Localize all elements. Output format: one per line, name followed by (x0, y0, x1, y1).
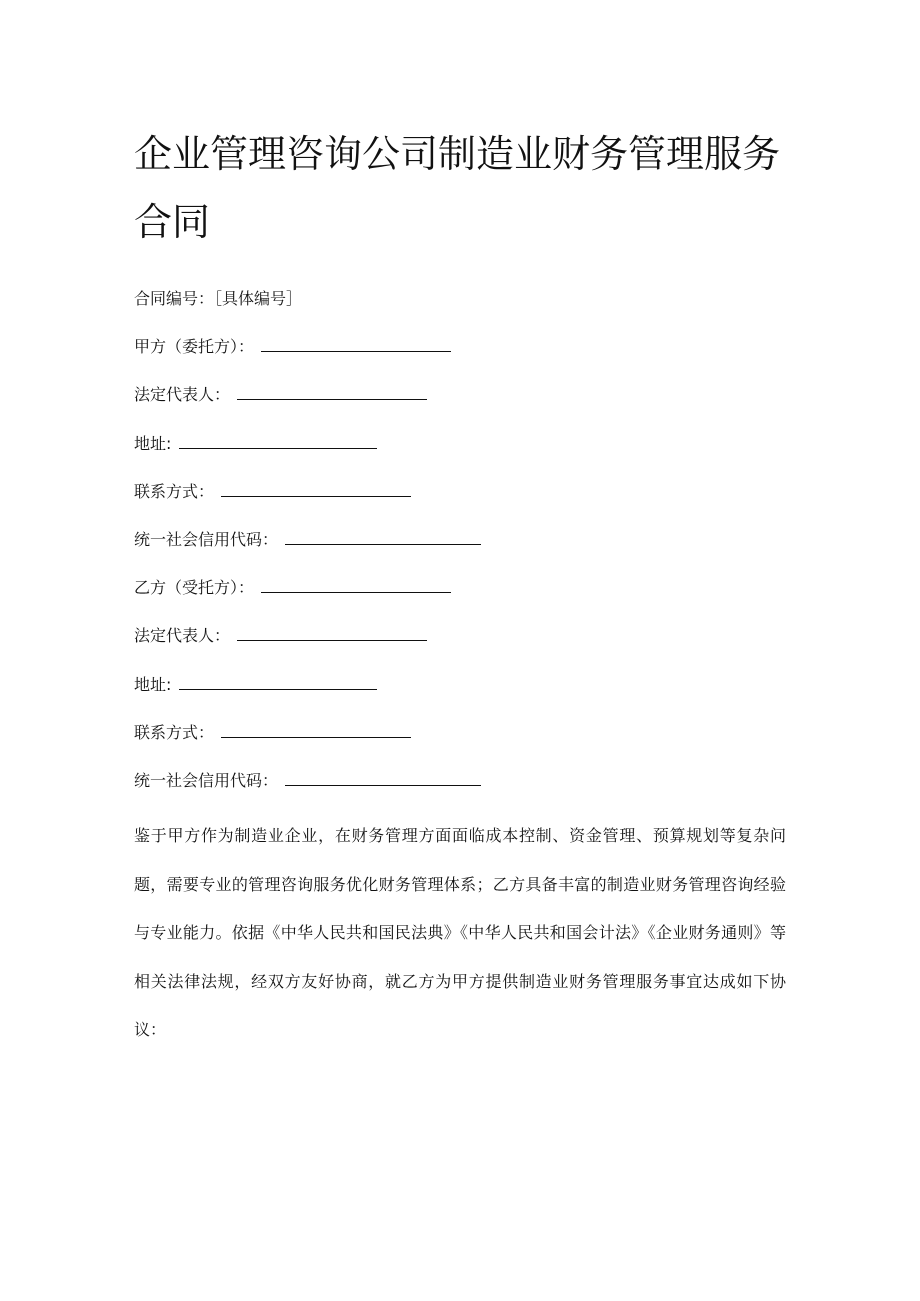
party-b-label: 乙方（受托方）： (134, 578, 255, 598)
party-b-credit-code-row (134, 767, 794, 815)
preamble-paragraph: 鉴于甲方作为制造业企业，在财务管理方面面临成本控制、资金管理、预算规划等复杂问题，需要专业的管理咨询服务优化财务管理体系；乙方具备丰富的制造业财务管理咨询经验与专业能力。依据《中华人民共和国民法典》《中华人民共和国会计法》《企业财务通则》等相关法律法规，经双方友好协商，就乙方为甲方提供制造业财务管理服务事宜达成如下协议： (134, 826, 786, 1039)
party-b-contact-row (134, 719, 794, 767)
party-b-rep-label: 法定代表人： (134, 626, 231, 646)
party-a-label: 甲方（委托方）： (134, 337, 255, 357)
party-b-row (134, 574, 794, 622)
party-b-credit-code-blank (285, 769, 481, 786)
party-a-address-label: 地址: (134, 433, 172, 453)
party-b-address-label: 地址: (134, 674, 172, 694)
document-title: 企业管理咨询公司制造业财务管理服务合同 (134, 132, 781, 244)
party-a-rep-row (134, 381, 794, 429)
party-a-blank (261, 335, 451, 352)
party-a-rep-label: 法定代表人： (134, 385, 231, 405)
party-a-address-blank (179, 432, 377, 449)
party-info-section (134, 285, 794, 815)
party-b-credit-code-label: 统一社会信用代码： (134, 770, 279, 790)
party-b-contact-label: 联系方式： (134, 722, 215, 742)
party-a-contact-label: 联系方式： (134, 481, 215, 501)
party-b-rep-row (134, 622, 794, 670)
party-a-credit-code-blank (285, 528, 481, 545)
party-a-credit-code-label: 统一社会信用代码： (134, 529, 279, 549)
party-a-row (134, 333, 794, 381)
party-b-rep-blank (237, 624, 427, 641)
contract-number-row (134, 285, 794, 333)
party-a-contact-row (134, 478, 794, 526)
party-a-address-row (134, 430, 794, 478)
party-b-contact-blank (221, 721, 411, 738)
party-b-address-blank (179, 673, 377, 690)
contract-number-label: 合同编号：［具体编号］ (134, 289, 303, 308)
party-a-rep-blank (237, 383, 427, 400)
party-b-blank (261, 576, 451, 593)
party-b-address-row (134, 671, 794, 719)
party-a-contact-blank (221, 480, 411, 497)
party-a-credit-code-row (134, 526, 794, 574)
